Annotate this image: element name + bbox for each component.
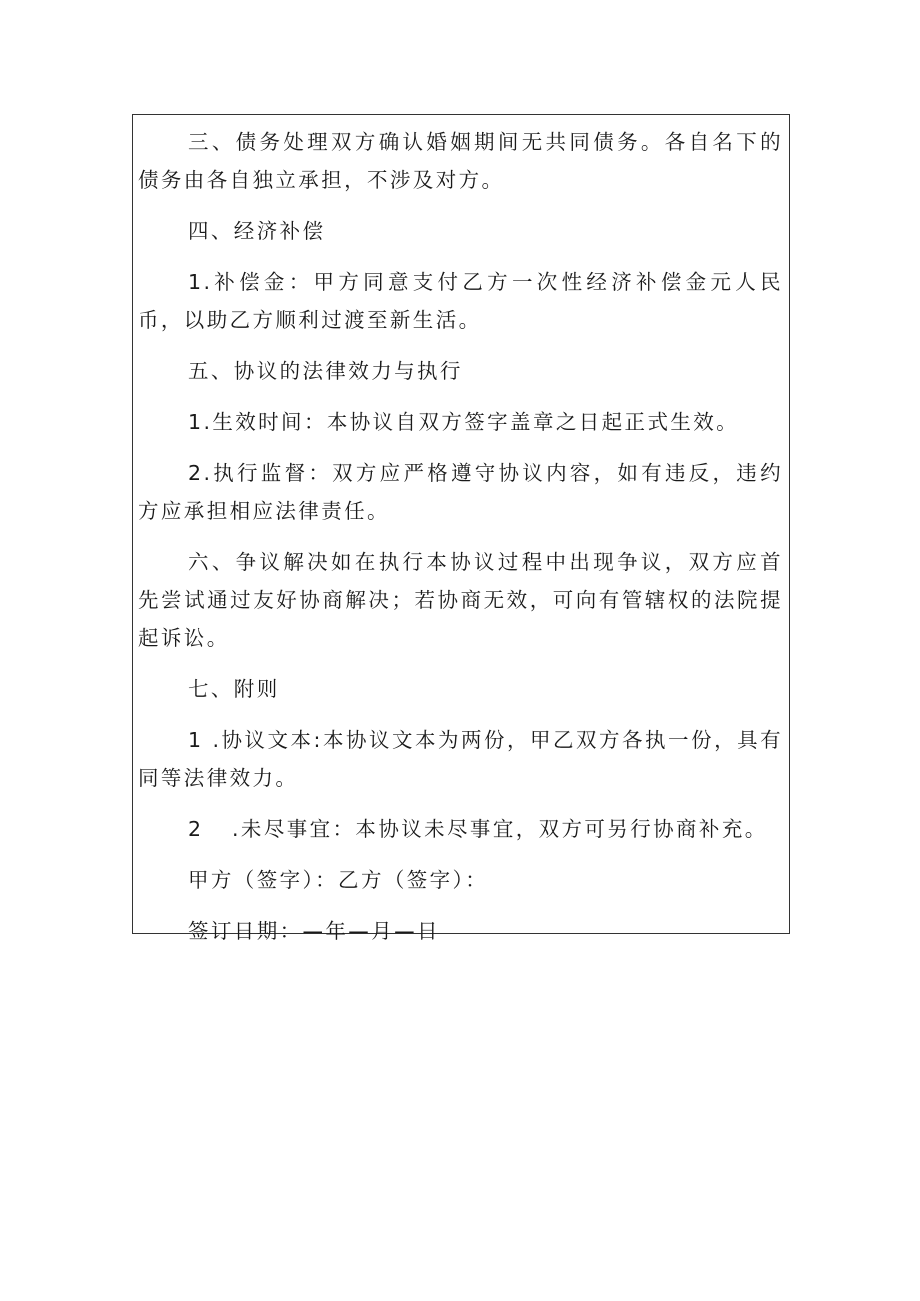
section-5-heading: 五、协议的法律效力与执行 — [188, 359, 463, 383]
agreement-text-box — [132, 114, 790, 943]
section-7-heading: 七、附则 — [188, 677, 280, 701]
section-4-heading: 四、经济补偿 — [188, 219, 326, 243]
section-6-dispute: 六、争议解决如在执行本协议过程中出现争议，双方应首先尝试通过友好协商解决；若协商无效，可向有管辖权的法院提起诉讼。 — [138, 550, 783, 650]
section-5-item-2: 2.执行监督：双方应严格遵守协议内容，如有违反，违约方应承担相应法律责任。 — [138, 461, 783, 523]
section-7-item-2 — [138, 810, 783, 848]
item-2-number: 2 — [188, 817, 204, 841]
section-3-debt: 三、债务处理双方确认婚姻期间无共同债务。各自名下的债务由各自独立承担，不涉及对方。 — [138, 130, 783, 192]
section-5-item-1: 1.生效时间：本协议自双方签字盖章之日起正式生效。 — [188, 410, 740, 434]
signature-line: 甲方（签字）：乙方（签字）： — [188, 868, 489, 892]
item-2-text: .未尽事宜：本协议未尽事宜，双方可另行协商补充。 — [232, 817, 768, 841]
signing-date-line: 签订日期：—年—月—日 — [188, 919, 440, 943]
section-4-item-1: 1.补偿金：甲方同意支付乙方一次性经济补偿金元人民币，以助乙方顺利过渡至新生活。 — [138, 270, 783, 332]
section-7-item-1: 1 .协议文本:本协议文本为两份，甲乙双方各执一份，具有同等法律效力。 — [138, 728, 783, 790]
